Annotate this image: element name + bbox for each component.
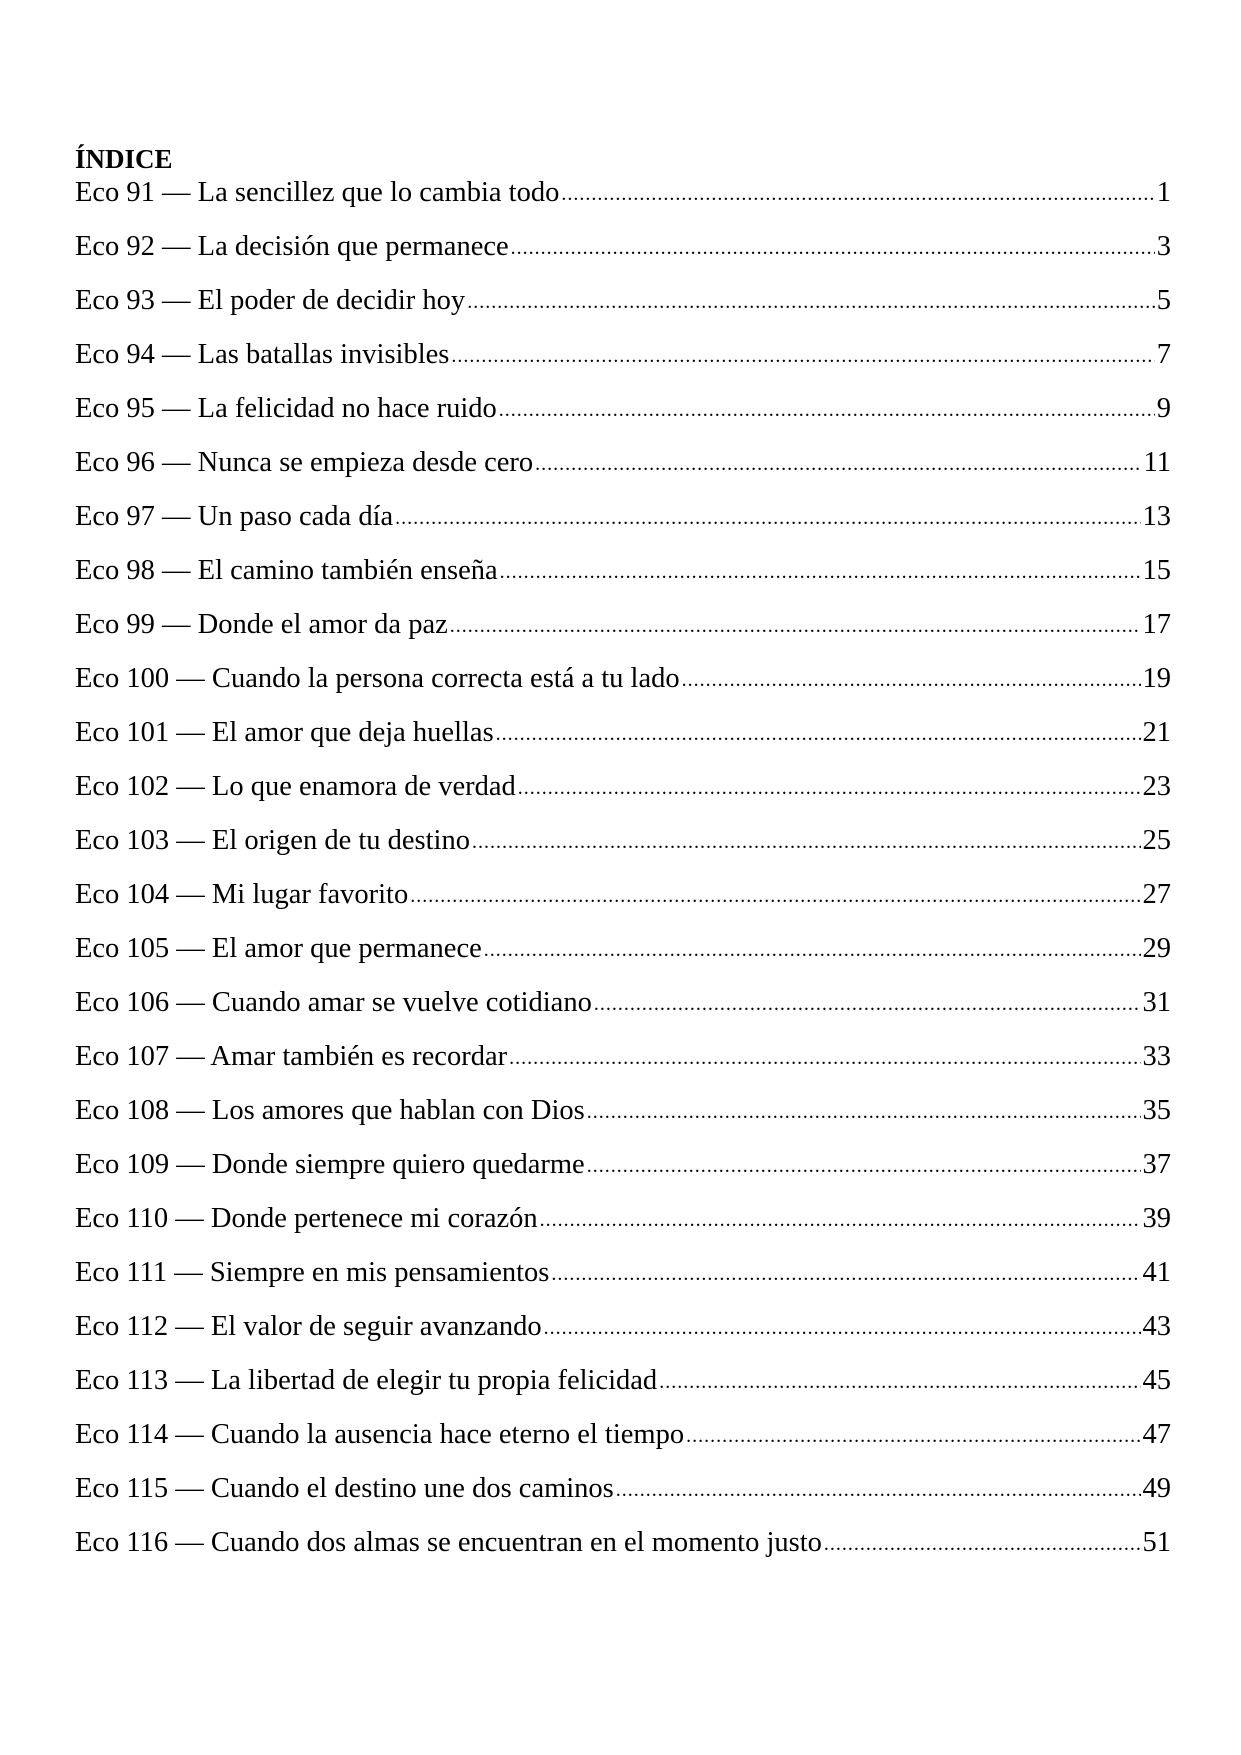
toc-entry[interactable] bbox=[75, 338, 1171, 392]
toc-entry-title: Eco 100 — Cuando la persona correcta está a tu lado bbox=[75, 663, 680, 694]
dot-leader bbox=[472, 823, 1141, 859]
toc-entry-page-number: 19 bbox=[1142, 663, 1171, 694]
toc-entry-page-number: 23 bbox=[1142, 771, 1171, 802]
toc-entry[interactable] bbox=[75, 284, 1171, 338]
dot-leader bbox=[496, 715, 1141, 751]
toc-entry[interactable] bbox=[75, 1472, 1171, 1526]
toc-entry-page-number: 41 bbox=[1142, 1257, 1171, 1288]
toc-heading: ÍNDICE bbox=[75, 144, 173, 174]
dot-leader bbox=[450, 607, 1141, 643]
toc-entry[interactable] bbox=[75, 716, 1171, 770]
toc-entry[interactable] bbox=[75, 554, 1171, 608]
toc-entry-page-number: 13 bbox=[1142, 501, 1171, 532]
toc-entry-page-number: 35 bbox=[1142, 1095, 1171, 1126]
toc-entry-title: Eco 103 — El origen de tu destino bbox=[75, 825, 470, 856]
toc-entry-title: Eco 93 — El poder de decidir hoy bbox=[75, 285, 466, 316]
toc-entry[interactable] bbox=[75, 1256, 1171, 1310]
dot-leader bbox=[518, 769, 1141, 805]
toc-entry[interactable] bbox=[75, 1526, 1171, 1580]
toc-entry-title: Eco 113 — La libertad de elegir tu propia felicidad bbox=[75, 1365, 658, 1396]
toc-entry[interactable] bbox=[75, 770, 1171, 824]
toc-entry-title: Eco 110 — Donde pertenece mi corazón bbox=[75, 1203, 538, 1234]
toc-entry-title: Eco 109 — Donde siempre quiero quedarme bbox=[75, 1149, 585, 1180]
toc-entry-page-number: 31 bbox=[1142, 987, 1171, 1018]
toc-entry[interactable] bbox=[75, 392, 1171, 446]
dot-leader bbox=[587, 1093, 1141, 1129]
toc-entry-page-number: 11 bbox=[1143, 447, 1171, 478]
toc-entry-title: Eco 116 — Cuando dos almas se encuentran en el momento justo bbox=[75, 1527, 822, 1558]
toc-entry-page-number: 7 bbox=[1156, 339, 1171, 370]
toc-entry-title: Eco 98 — El camino también enseña bbox=[75, 555, 498, 586]
dot-leader bbox=[535, 445, 1141, 481]
dot-leader bbox=[540, 1201, 1141, 1237]
toc-entry-page-number: 29 bbox=[1142, 933, 1171, 964]
dot-leader bbox=[824, 1525, 1141, 1561]
toc-entry[interactable] bbox=[75, 1202, 1171, 1256]
dot-leader bbox=[484, 931, 1141, 967]
toc-entry[interactable] bbox=[75, 608, 1171, 662]
toc-entry[interactable] bbox=[75, 1094, 1171, 1148]
dot-leader bbox=[561, 175, 1154, 211]
toc-entry-page-number: 27 bbox=[1142, 879, 1171, 910]
toc-entry-title: Eco 105 — El amor que permanece bbox=[75, 933, 482, 964]
dot-leader bbox=[587, 1147, 1141, 1183]
dot-leader bbox=[551, 1255, 1140, 1291]
dot-leader bbox=[500, 553, 1141, 589]
toc-entry[interactable] bbox=[75, 176, 1171, 230]
toc-entry-page-number: 39 bbox=[1142, 1203, 1171, 1234]
toc-entry-title: Eco 115 — Cuando el destino une dos caminos bbox=[75, 1473, 614, 1504]
toc-entry[interactable] bbox=[75, 662, 1171, 716]
toc-entry-title: Eco 114 — Cuando la ausencia hace eterno el tiempo bbox=[75, 1419, 685, 1450]
toc-entry-title: Eco 94 — Las batallas invisibles bbox=[75, 339, 450, 370]
toc-entry-page-number: 15 bbox=[1142, 555, 1171, 586]
toc-entry[interactable] bbox=[75, 986, 1171, 1040]
dot-leader bbox=[467, 283, 1155, 319]
toc-entry[interactable] bbox=[75, 1040, 1171, 1094]
toc-entry-title: Eco 95 — La felicidad no hace ruido bbox=[75, 393, 497, 424]
toc-entry-page-number: 49 bbox=[1142, 1473, 1171, 1504]
dot-leader bbox=[499, 391, 1155, 427]
toc-entry-page-number: 43 bbox=[1142, 1311, 1171, 1342]
toc-entry[interactable] bbox=[75, 878, 1171, 932]
toc-entry-page-number: 45 bbox=[1142, 1365, 1171, 1396]
toc-entry-page-number: 1 bbox=[1156, 177, 1171, 208]
dot-leader bbox=[511, 229, 1155, 265]
dot-leader bbox=[410, 877, 1140, 913]
toc-entry[interactable] bbox=[75, 446, 1171, 500]
dot-leader bbox=[659, 1363, 1140, 1399]
toc-entry[interactable] bbox=[75, 1310, 1171, 1364]
toc-entry-title: Eco 111 — Siempre en mis pensamientos bbox=[75, 1257, 550, 1288]
toc-entry-title: Eco 92 — La decisión que permanece bbox=[75, 231, 509, 262]
dot-leader bbox=[544, 1309, 1141, 1345]
table-of-contents bbox=[75, 142, 1171, 1580]
toc-entry-list bbox=[75, 176, 1171, 1580]
toc-entry-page-number: 5 bbox=[1156, 285, 1171, 316]
dot-leader bbox=[451, 337, 1154, 373]
dot-leader bbox=[616, 1471, 1141, 1507]
dot-leader bbox=[395, 499, 1140, 535]
toc-entry-title: Eco 112 — El valor de seguir avanzando bbox=[75, 1311, 542, 1342]
toc-entry-page-number: 9 bbox=[1156, 393, 1171, 424]
toc-entry-title: Eco 107 — Amar también es recordar bbox=[75, 1041, 508, 1072]
toc-entry-title: Eco 101 — El amor que deja huellas bbox=[75, 717, 494, 748]
dot-leader bbox=[509, 1039, 1140, 1075]
toc-entry-page-number: 33 bbox=[1142, 1041, 1171, 1072]
toc-entry-title: Eco 104 — Mi lugar favorito bbox=[75, 879, 409, 910]
toc-entry[interactable] bbox=[75, 932, 1171, 986]
toc-entry-title: Eco 99 — Donde el amor da paz bbox=[75, 609, 448, 640]
toc-entry-page-number: 17 bbox=[1142, 609, 1171, 640]
toc-entry-page-number: 21 bbox=[1142, 717, 1171, 748]
toc-entry-title: Eco 108 — Los amores que hablan con Dios bbox=[75, 1095, 585, 1126]
dot-leader bbox=[594, 985, 1141, 1021]
toc-entry[interactable] bbox=[75, 500, 1171, 554]
toc-entry[interactable] bbox=[75, 1418, 1171, 1472]
toc-entry-title: Eco 106 — Cuando amar se vuelve cotidiano bbox=[75, 987, 592, 1018]
dot-leader bbox=[686, 1417, 1140, 1453]
toc-entry[interactable] bbox=[75, 230, 1171, 284]
toc-entry-title: Eco 102 — Lo que enamora de verdad bbox=[75, 771, 516, 802]
toc-entry-page-number: 47 bbox=[1142, 1419, 1171, 1450]
toc-entry-page-number: 51 bbox=[1142, 1527, 1171, 1558]
toc-entry[interactable] bbox=[75, 824, 1171, 878]
toc-entry-title: Eco 96 — Nunca se empieza desde cero bbox=[75, 447, 534, 478]
toc-entry-page-number: 37 bbox=[1142, 1149, 1171, 1180]
toc-entry-page-number: 25 bbox=[1142, 825, 1171, 856]
toc-entry[interactable] bbox=[75, 1364, 1171, 1418]
toc-entry-page-number: 3 bbox=[1156, 231, 1171, 262]
toc-entry-title: Eco 91 — La sencillez que lo cambia todo bbox=[75, 177, 560, 208]
toc-entry[interactable] bbox=[75, 1148, 1171, 1202]
toc-entry-title: Eco 97 — Un paso cada día bbox=[75, 501, 394, 532]
dot-leader bbox=[682, 661, 1141, 697]
